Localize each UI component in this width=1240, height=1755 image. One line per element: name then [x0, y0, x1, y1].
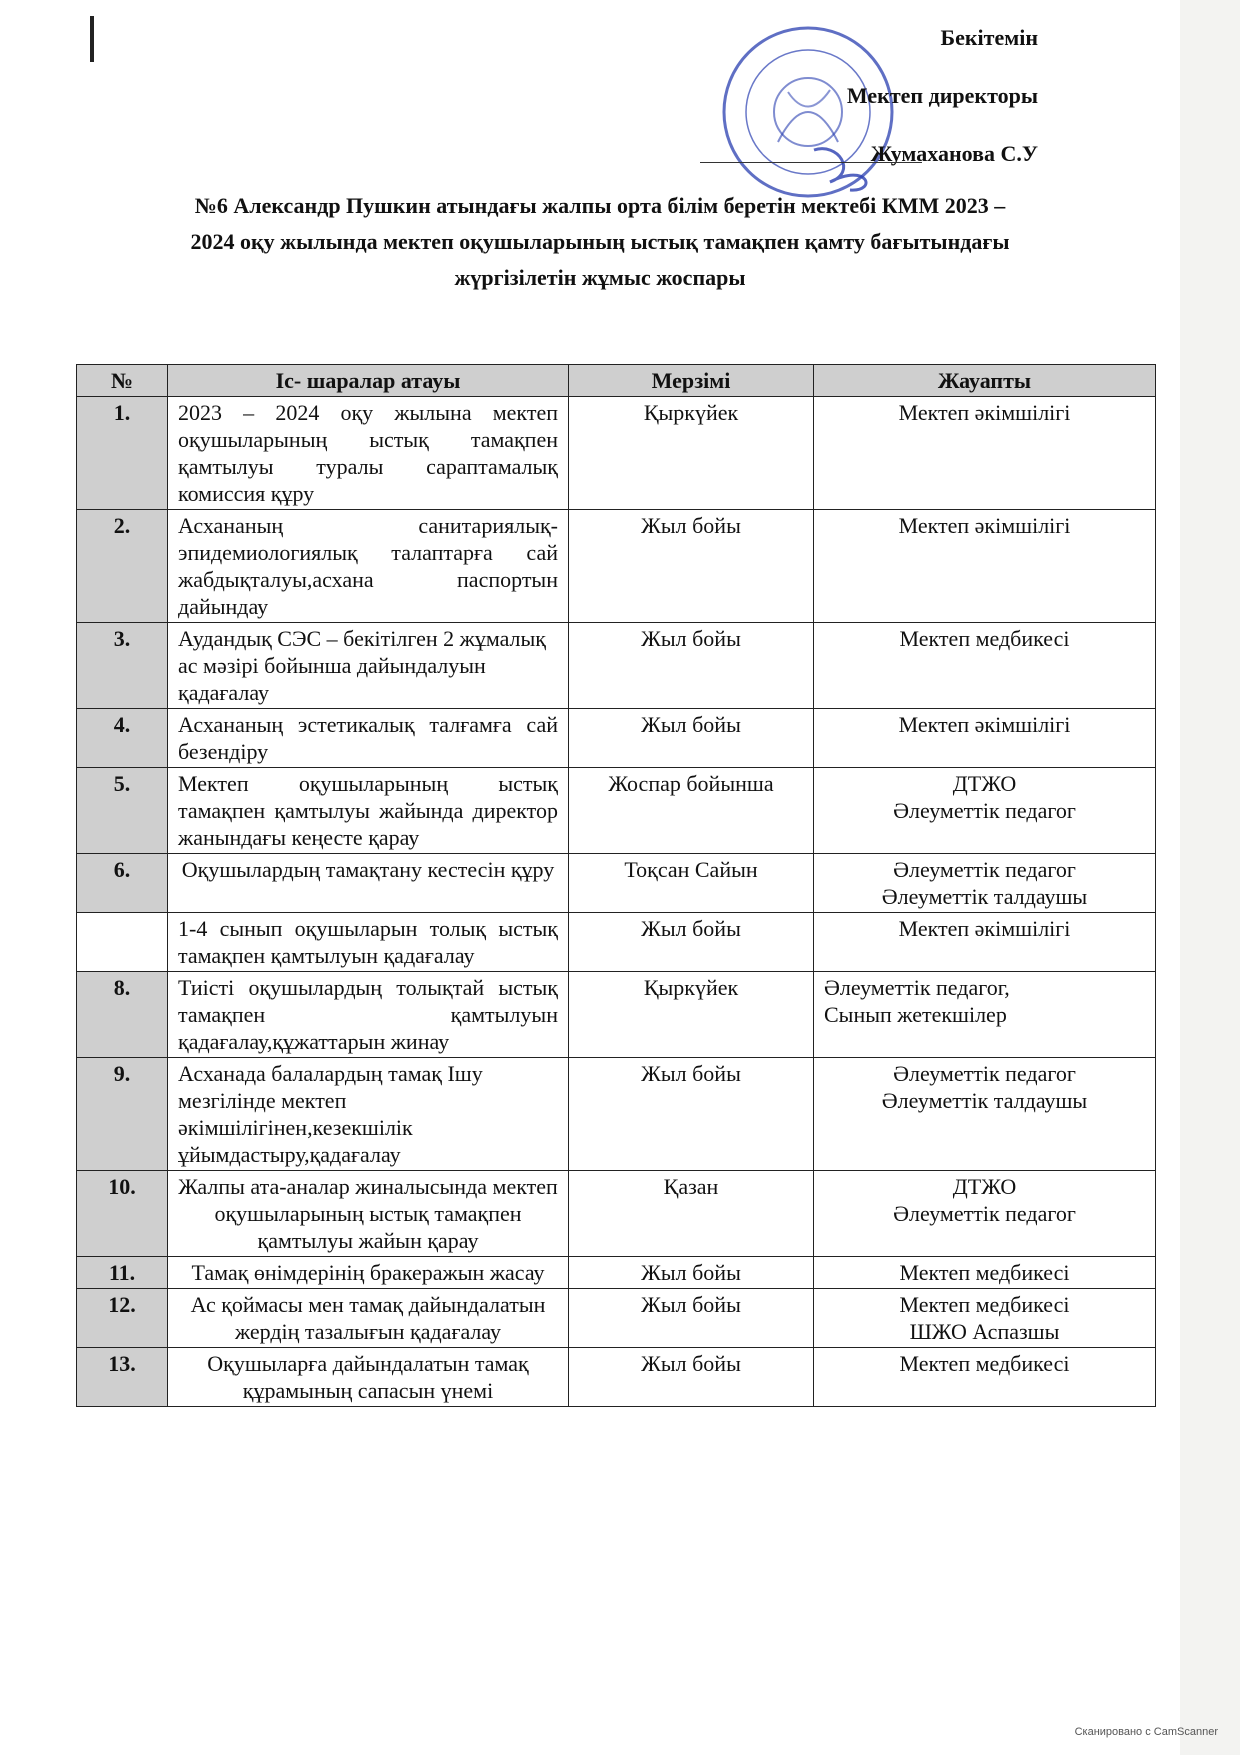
- row-action: Тамақ өнімдерінің бракеражын жасау: [168, 1257, 569, 1289]
- table-row: [77, 397, 1156, 510]
- row-number: 8.: [77, 972, 168, 1058]
- row-responsible: [814, 709, 1156, 768]
- header-action: Іс- шаралар атауы: [168, 365, 569, 397]
- row-action: Тиісті оқушылардың толықтай ыстық тамақпен қамтылуын қадағалау,құжаттарын жинау: [168, 972, 569, 1058]
- row-action: Асханада балалардың тамақ Ішу мезгілінде мектеп әкімшілігінен,кезекшілік ұйымдастыру,қадағалау: [168, 1058, 569, 1171]
- row-term: Жыл бойы: [569, 510, 814, 623]
- responsible-line: ДТЖО: [952, 1174, 1017, 1199]
- row-term: Жыл бойы: [569, 709, 814, 768]
- row-action: 1-4 сынып оқушыларын толық ыстық тамақпен қамтылуын қадағалау: [168, 913, 569, 972]
- row-responsible: [814, 972, 1156, 1058]
- row-term: Тоқсан Сайын: [569, 854, 814, 913]
- responsible-line: Мектеп медбикесі: [899, 626, 1070, 651]
- row-term: Қыркүйек: [569, 397, 814, 510]
- responsible-line: Сынып жетекшілер: [824, 1002, 1007, 1027]
- signature-line: [700, 162, 922, 163]
- table-row: [77, 623, 1156, 709]
- table-row: [77, 854, 1156, 913]
- row-responsible: [814, 913, 1156, 972]
- approval-heading: Бекітемін: [940, 25, 1038, 50]
- row-number: 13.: [77, 1348, 168, 1407]
- responsible-line: Әлеуметтік педагог: [893, 1201, 1076, 1226]
- responsible-line: Мектеп әкімшілігі: [898, 400, 1071, 425]
- approval-position: Мектеп директоры: [846, 83, 1038, 108]
- row-term: Жыл бойы: [569, 1348, 814, 1407]
- approval-block: [847, 24, 1038, 198]
- scan-edge-mark: [90, 16, 94, 62]
- table-row: [77, 510, 1156, 623]
- table-row: [77, 709, 1156, 768]
- row-term: Жыл бойы: [569, 913, 814, 972]
- row-action: Асхананың эстетикалық талғамға сай безендіру: [168, 709, 569, 768]
- responsible-line: Мектеп медбикесі: [899, 1351, 1070, 1376]
- row-responsible: [814, 623, 1156, 709]
- responsible-line: Әлеуметтік педагог: [893, 1061, 1076, 1086]
- row-responsible: [814, 1348, 1156, 1407]
- row-number: 2.: [77, 510, 168, 623]
- row-term: Жыл бойы: [569, 1289, 814, 1348]
- row-responsible: [814, 1058, 1156, 1171]
- title-line-3: жүргізілетін жұмыс жоспары: [454, 265, 746, 290]
- plan-table: [76, 364, 1156, 1407]
- row-term: Жыл бойы: [569, 1257, 814, 1289]
- row-responsible: [814, 1257, 1156, 1289]
- row-term: Қазан: [569, 1171, 814, 1257]
- table-row: [77, 1348, 1156, 1407]
- row-number: 4.: [77, 709, 168, 768]
- responsible-line: Мектеп әкімшілігі: [898, 916, 1071, 941]
- row-number: 3.: [77, 623, 168, 709]
- table-row: [77, 972, 1156, 1058]
- row-action: Жалпы ата-аналар жиналысында мектеп оқушыларының ыстық тамақпен қамтылуы жайын қарау: [168, 1171, 569, 1257]
- title-line-1: №6 Александр Пушкин атындағы жалпы орта білім беретін мектебі КММ 2023 –: [194, 193, 1006, 218]
- header-responsible: Жауапты: [814, 365, 1156, 397]
- responsible-line: Мектеп медбикесі: [899, 1292, 1070, 1317]
- responsible-line: Мектеп медбикесі: [899, 1260, 1070, 1285]
- table-row: [77, 1257, 1156, 1289]
- row-responsible: [814, 510, 1156, 623]
- table-row: [77, 1171, 1156, 1257]
- row-term: Қыркүйек: [569, 972, 814, 1058]
- table-row: [77, 1289, 1156, 1348]
- table-row: [77, 913, 1156, 972]
- responsible-line: Мектеп әкімшілігі: [898, 513, 1071, 538]
- row-action: 2023 – 2024 оқу жылына мектеп оқушыларының ыстық тамақпен қамтылуы туралы сараптамалық комиссия құру: [168, 397, 569, 510]
- row-responsible: [814, 768, 1156, 854]
- row-action: Оқушылардың тамақтану кестесін құру: [168, 854, 569, 913]
- responsible-line: Әлеуметтік педагог,: [824, 975, 1010, 1000]
- approval-name: Жумаханова С.У: [870, 141, 1038, 166]
- row-number: 9.: [77, 1058, 168, 1171]
- row-responsible: [814, 1171, 1156, 1257]
- row-number: 1.: [77, 397, 168, 510]
- row-action: Аудандық СЭС – бекітілген 2 жұмалық ас мәзірі бойынша дайындалуын қадағалау: [168, 623, 569, 709]
- row-responsible: [814, 397, 1156, 510]
- row-action: Асхананың санитариялық-эпидемиологиялық талаптарға сай жабдықталуы,асхана паспортын дайындау: [168, 510, 569, 623]
- responsible-line: Әлеуметтік педагог: [893, 857, 1076, 882]
- row-action: Мектеп оқушыларының ыстық тамақпен қамтылуы жайында директор жанындағы кеңесте қарау: [168, 768, 569, 854]
- table-row: [77, 1058, 1156, 1171]
- responsible-line: ДТЖО: [952, 771, 1017, 796]
- row-number: 11.: [77, 1257, 168, 1289]
- responsible-line: Әлеуметтік талдаушы: [881, 884, 1088, 909]
- row-number: 6.: [77, 854, 168, 913]
- header-term: Мерзімі: [569, 365, 814, 397]
- responsible-line: Мектеп әкімшілігі: [898, 712, 1071, 737]
- header-number: №: [77, 365, 168, 397]
- row-term: Жыл бойы: [569, 623, 814, 709]
- responsible-line: Әлеуметтік талдаушы: [881, 1088, 1088, 1113]
- scanner-watermark: Сканировано с CamScanner: [1074, 1726, 1218, 1738]
- row-term: Жыл бойы: [569, 1058, 814, 1171]
- table-row: [77, 768, 1156, 854]
- responsible-line: Әлеуметтік педагог: [893, 798, 1076, 823]
- row-term: Жоспар бойынша: [569, 768, 814, 854]
- row-number: [77, 913, 168, 972]
- row-number: 5.: [77, 768, 168, 854]
- table-header-row: [77, 365, 1156, 397]
- row-responsible: [814, 1289, 1156, 1348]
- row-action: Оқушыларға дайындалатын тамақ құрамының сапасын үнемі: [168, 1348, 569, 1407]
- row-number: 10.: [77, 1171, 168, 1257]
- responsible-line: ШЖО Аспазшы: [909, 1319, 1060, 1344]
- row-number: 12.: [77, 1289, 168, 1348]
- title-line-2: 2024 оқу жылында мектеп оқушыларының ыстық тамақпен қамту бағытындағы: [190, 229, 1010, 254]
- document-title: [110, 188, 1090, 296]
- row-action: Ас қоймасы мен тамақ дайындалатын жердің тазалығын қадағалау: [168, 1289, 569, 1348]
- row-responsible: [814, 854, 1156, 913]
